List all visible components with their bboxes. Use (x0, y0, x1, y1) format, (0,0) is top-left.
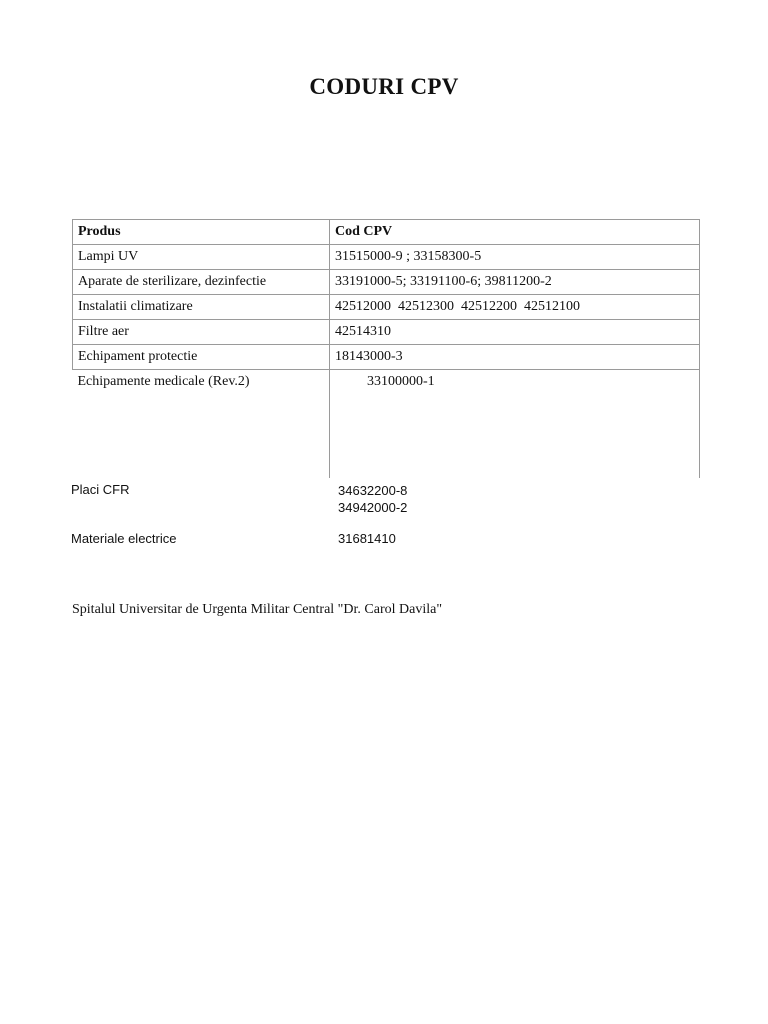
cell-produs: Filtre aer (73, 320, 330, 345)
page-title: CODURI CPV (309, 74, 459, 99)
table-header-row (73, 220, 700, 245)
placi-cfr-code: 34942000-2 (338, 500, 408, 515)
materiale-electrice-label: Materiale electrice (71, 531, 177, 546)
header-produs: Produs (73, 220, 330, 245)
cell-produs: Instalatii climatizare (73, 295, 330, 320)
placi-cfr-label: Placi CFR (71, 482, 130, 497)
cell-cod-cpv: 33100000-1 (330, 370, 700, 479)
table-row (73, 295, 700, 320)
placi-cfr-codes (338, 482, 407, 516)
cell-cod-cpv: 33191000-5; 33191100-6; 39811200-2 (330, 270, 700, 295)
table-row (73, 345, 700, 370)
table-row (73, 320, 700, 345)
table-row (73, 270, 700, 295)
cell-produs: Lampi UV (73, 245, 330, 270)
cpv-table (72, 219, 700, 478)
cell-produs: Echipamente medicale (Rev.2) (73, 370, 330, 479)
placi-cfr-code: 34632200-8 (338, 483, 408, 498)
footer-hospital-name: Spitalul Universitar de Urgenta Militar Central "Dr. Carol Davila" (72, 602, 443, 617)
materiale-electrice-code: 31681410 (338, 531, 396, 546)
cell-cod-cpv: 18143000-3 (330, 345, 700, 370)
cell-produs: Aparate de sterilizare, dezinfectie (73, 270, 330, 295)
cell-cod-cpv: 42514310 (330, 320, 700, 345)
cell-produs: Echipament protectie (73, 345, 330, 370)
table-row (73, 370, 700, 479)
cell-cod-cpv: 31515000-9 ; 33158300-5 (330, 245, 700, 270)
table-row (73, 245, 700, 270)
header-cod-cpv: Cod CPV (330, 220, 700, 245)
cell-cod-cpv: 42512000 42512300 42512200 42512100 (330, 295, 700, 320)
